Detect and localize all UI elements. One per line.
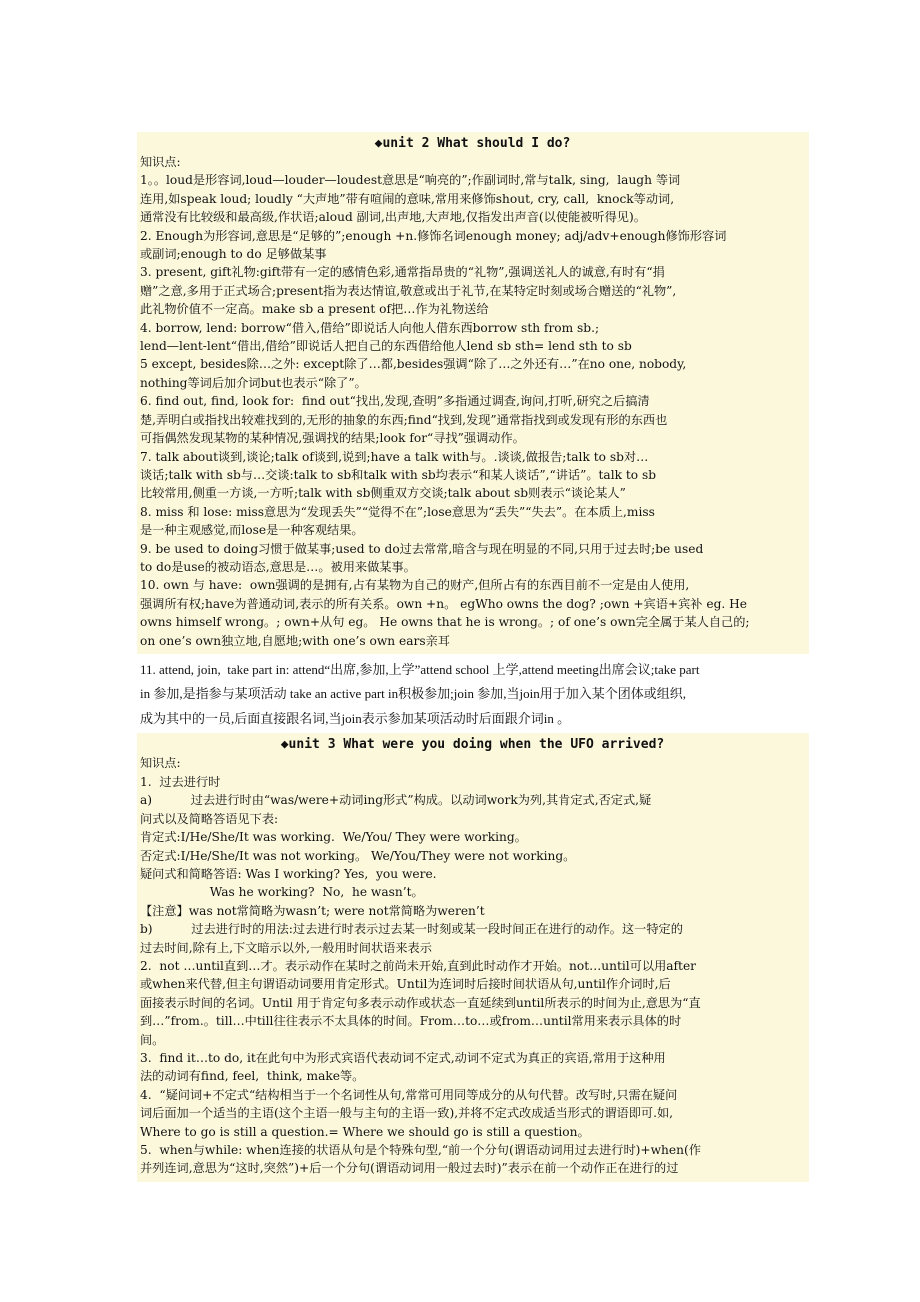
text-line: 8. miss 和 lose: miss意思为“发现丢失”“觉得不在”;lose意思为“丢失”“失去”。在本质上,miss (140, 504, 655, 519)
text-line: 面接表示时间的名词。Until 用于肯定句多表示动作或状态一直延续到until所表示的时间为止,意思为“直 (140, 995, 701, 1010)
text-line: 3. find it…to do, it在此句中为形式宾语代表动词不定式,动词不定式为真正的宾语,常用于这种用 (140, 1050, 666, 1065)
text-line: 或when来代替,但主句谓语动词要用肯定形式。Until为连词时后接时间状语从句,until作介词时,后 (140, 977, 671, 992)
text-line: 赠”之意,多用于正式场合;present指为表达情谊,敬意或出于礼节,在某特定时刻或场合赠送的“礼物”, (140, 283, 677, 298)
text-line: 2. not …until直到…才。表示动作在某时之前尚未开始,直到此时动作才开始。not…until可以用after (140, 958, 696, 973)
text-line: 并列连词,意思为“这时,突然”)+后一个分句(谓语动词用一般过去时)”表示在前一个动作正在进行的过 (140, 1161, 679, 1176)
unit2-body (140, 153, 805, 650)
text-line: nothing等词后加介词but也表示“除了”。 (140, 375, 367, 390)
text-line: 或副词;enough to do 足够做某事 (140, 247, 327, 262)
text-line: 是一种主观感觉,而lose是一种客观结果。 (140, 523, 364, 538)
text-line: 连用,如speak loud; loudly “大声地”带有喧闹的意味,常用来修饰shout, cry, call, knock等动词, (140, 191, 675, 206)
text-line: 知识点: (140, 756, 181, 771)
text-line: 3. present, gift礼物:gift带有一定的感情色彩,通常指昂贵的“礼物”,强调送礼人的诚意,有时有“捐 (140, 265, 665, 280)
text-line: 楚,弄明白或指找出较难找到的,无形的抽象的东西;find“找到,发现”通常指找到或发现有形的东西也 (140, 412, 668, 427)
text-line: 5. when与while: when连接的状语从句是个特殊句型,“前一个分句(谓语动词用过去进行时)+when(作 (140, 1143, 701, 1157)
text-line: 疑问式和简略答语: Was I working? Yes, you were. (140, 866, 437, 881)
text-line: 1. 过去进行时 (140, 774, 221, 789)
text-line: 1。。loud是形容词,loud—louder—loudest意思是“响亮的”;作副词时,常与talk, sing, laugh 等词 (140, 173, 681, 188)
text-line: 过去时间,除有上,下文暗示以外,一般用时间状语来表示 (140, 940, 432, 955)
text-line: 通常没有比较级和最高级,作状语;aloud 副词,出声地,大声地,仅指发出声音(以使能被听得见)。 (140, 210, 646, 225)
unit3-body (140, 754, 805, 1177)
text-line: Where to go is still a question.= Where we should go is still a question。 (140, 1124, 590, 1139)
text-line: 6. find out, find, look for: find out“找出,发现,查明”多指通过调查,询问,打听,研究之后搞清 (140, 394, 650, 409)
text-line: 知识点: (140, 155, 181, 169)
text-line: 【注意】was not常简略为wasn’t; were not常简略为weren’t (140, 903, 485, 918)
text-line: in 参加,是指参与某项活动 take an active part in积极参加;join 参加,当join用于加入某个团体或组织, (140, 686, 686, 702)
document-page (137, 132, 809, 1182)
text-line: 法的动词有find, feel, think, make等。 (140, 1069, 365, 1084)
text-line: 5 except, besides除…之外: except除了…都,besides强调“除了…之外还有…”在no one, nobody, (140, 357, 687, 372)
text-line: 10. own 与 have: own强调的是拥有,占有某物为自己的财产,但所占有的东西目前不一定是由人使用, (140, 578, 690, 593)
text-line: 成为其中的一员,后面直接跟名词,当join表示参加某项活动时后面跟介词in 。 (140, 710, 571, 726)
text-line: 肯定式:I/He/She/It was working. We/You/ They were working。 (140, 830, 527, 845)
unit2-section (137, 132, 809, 654)
text-line: 谈话;talk with sb与…交谈:talk to sb和talk with sb均表示“和某人谈话”,“讲话”。talk to sb (140, 467, 657, 482)
text-line: b) 过去进行时的用法:过去进行时表示过去某一时刻或某一段时间正在进行的动作。这一特定的 (140, 922, 683, 937)
text-line: 问式以及简略答语见下表: (140, 811, 279, 826)
unit3-title: ◆unit 3 What were you doing when the UFO arrived? (280, 737, 665, 753)
text-line: 4. borrow, lend: borrow“借入,借给”即说话人向他人借东西borrow sth from sb.; (140, 320, 600, 335)
text-line: 词后面加一个适当的主语(这个主语一般与主句的主语一致),并将不定式改成适当形式的谓语即可.如, (140, 1106, 674, 1121)
text-line: 11. attend, join, take part in: attend“出席,参加,上学”attend school 上学,attend meeting出席会议;take part (140, 661, 700, 677)
text-line: a) 过去进行时由“was/were+动词ing形式”构成。以动词work为列,其肯定式,否定式,疑 (140, 793, 652, 808)
text-line: owns himself wrong。; own+从句 eg。 He owns that he is wrong。; of one’s own完全属于某人自己的; (140, 615, 750, 630)
text-line: 此礼物价值不一定高。make sb a present of把…作为礼物送给 (140, 302, 489, 317)
item11-body (140, 658, 805, 732)
unit2-title: ◆unit 2 What should I do? (374, 136, 571, 151)
item11-section (137, 654, 809, 734)
unit3-section (137, 733, 809, 1181)
text-line: 9. be used to doing习惯于做某事;used to do过去常常,暗含与现在明显的不同,只用于过去时;be used (140, 541, 704, 556)
text-line: 4. “疑问词+不定式“结构相当于一个名词性从句,常常可用同等成分的从句代替。改写时,只需在疑问 (140, 1087, 678, 1102)
text-line: 否定式:I/He/She/It was not working。 We/You/They were not working。 (140, 848, 576, 863)
text-line: lend—lent-lent“借出,借给”即说话人把自己的东西借给他人lend sb sth= lend sth to sb (140, 339, 632, 354)
text-line: 比较常用,侧重一方谈,一方听;talk with sb侧重双方交谈;talk about sb则表示“谈论某人” (140, 486, 626, 501)
text-line: 间。 (140, 1032, 165, 1047)
text-line: Was he working? No, he wasn’t。 (140, 885, 424, 900)
text-line: 7. talk about谈到,谈论;talk of谈到,说到;have a talk with与。.谈谈,做报告;talk to sb对… (140, 449, 649, 464)
text-line: 2. Enough为形容词,意思是“足够的”;enough +n.修饰名词enough money; adj/adv+enough修饰形容词 (140, 228, 727, 243)
text-line: 强调所有权;have为普通动词,表示的所有关系。own +n。 egWho owns the dog? ;own +宾语+宾补 eg. He (140, 596, 747, 611)
text-line: on one’s own独立地,自愿地;with one’s own ears亲耳 (140, 633, 450, 648)
text-line: 可指偶然发现某物的某种情况,强调找的结果;look for“寻找”强调动作。 (140, 431, 525, 446)
text-line: 到…”from.。till…中till往往表示不太具体的时间。From…to…或from…until常用来表示具体的时 (140, 1014, 682, 1029)
text-line: to do是use的被动语态,意思是…。被用来做某事。 (140, 559, 416, 574)
